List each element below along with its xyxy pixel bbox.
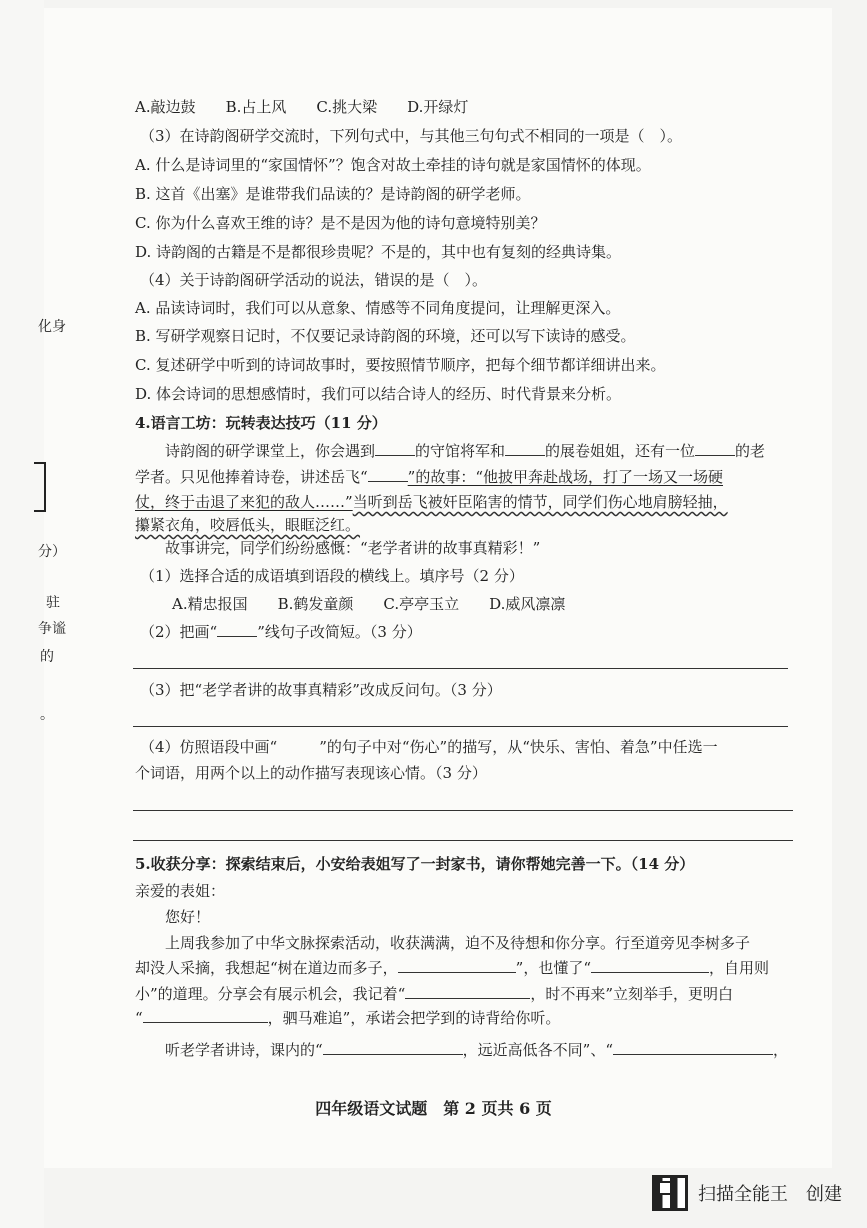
left-margin-strip [0,0,44,1228]
q3-option-d: D. 诗韵阁的古籍是不是都很珍贵呢？不是的，其中也有复刻的经典诗集。 [135,243,622,261]
q3-option-c: C. 你为什么喜欢王维的诗？是不是因为他的诗句意境特别美？ [135,214,546,232]
idiom-d: D.威风凛凛 [489,595,566,613]
idiom-c: C.亭亭玉立 [383,595,460,613]
q4-option-a: A. 品读诗词时，我们可以从意象、情感等不同角度提问，让理解更深入。 [135,299,621,317]
q4-option-b: B. 写研学观察日记时，不仅要记录诗韵阁的环境，还可以写下读诗的感受。 [135,327,636,345]
option-d: D.开绿灯 [407,98,469,116]
s4-q4: （4）仿照语段中画“ ”的句子中对“伤心”的描写，从“快乐、害怕、着急”中任选一 [140,738,718,756]
s4-q1: （1）选择合适的成语填到语段的横线上。填序号（2 分） [140,567,524,585]
page-footer: 四年级语文试题 第 2 页共 6 页 [315,1099,552,1118]
margin-fragment: 驻 [46,595,60,611]
margin-fragment: 化身 [38,319,66,335]
fill-blank[interactable] [505,441,545,456]
margin-fragment: 分） [38,544,66,560]
passage-line-4: 攥紧衣角，咬唇低头，眼眶泛红。 [135,516,361,534]
margin-bracket [34,462,46,512]
letter-line-5: 听老学者讲诗，课内的“ ，远近高低各不同”、“ ， [165,1041,789,1059]
margin-fragment: 。 [40,707,54,723]
fill-blank[interactable] [323,1040,463,1055]
option-c: C.挑大梁 [316,98,378,116]
qr-code-icon [652,1175,688,1211]
answer-line[interactable] [133,840,793,841]
margin-fragment: 争谧 [38,621,66,637]
s4-q3: （3）把“老学者讲的故事真精彩”改成反问句。（3 分） [140,681,502,699]
letter-line-2: 却没人采摘，我想起“树在道边而多子， ”，也懂了“ ，自用则 [135,959,770,977]
s4-q4-line2: 个词语，用两个以上的动作描写表现该心情。（3 分） [135,764,487,782]
answer-line[interactable] [133,810,793,811]
wavy-sample [277,737,319,757]
fill-blank[interactable] [375,441,415,456]
q4-option-c: C. 复述研学中听到的诗词故事时，要按照情节顺序，把每个细节都详细讲出来。 [135,356,666,374]
fill-blank[interactable] [591,958,709,973]
answer-line[interactable] [133,668,788,669]
letter-hello: 您好！ [165,908,211,926]
q4-stem: （4）关于诗韵阁研学活动的说法，错误的是（ ）。 [140,271,488,289]
idiom-a: A.精忠报国 [172,595,248,613]
q2-options [135,97,498,117]
section-5-title: 5.收获分享：探索结束后，小安给表姐写了一封家书，请你帮她完善一下。（14 分） [135,855,695,873]
passage-line-2: 学者。只见他捧着诗卷，讲述岳飞“ ”的故事：“他披甲奔赴战场，打了一场又一场硬 [135,468,724,486]
fill-blank[interactable] [405,984,530,999]
q3-option-b: B. 这首《出塞》是谁带我们品读的？是诗韵阁的研学老师。 [135,185,531,203]
scanner-watermark: 扫描全能王 创建 [698,1184,842,1205]
fill-blank[interactable] [613,1040,773,1055]
section-4-title: 4.语言工坊：玩转表达技巧（11 分） [135,414,387,432]
underline-sample [217,622,257,637]
q3-stem: （3）在诗韵阁研学交流时，下列句式中，与其他三句句式不相同的一项是（ ）。 [140,127,683,145]
fill-blank[interactable] [398,958,516,973]
fill-blank[interactable] [695,441,735,456]
option-a: A.敲边鼓 [135,98,196,116]
fill-blank[interactable] [368,467,408,482]
s4-q2: （2）把画“ ”线句子改简短。（3 分） [140,623,422,641]
letter-line-1: 上周我参加了中华文脉探索活动，收获满满，迫不及待想和你分享。行至道旁见李树多子 [165,934,751,952]
letter-greeting: 亲爱的表姐： [135,882,226,900]
q3-option-a: A. 什么是诗词里的“家国情怀”？饱含对故土牵挂的诗句就是家国情怀的体现。 [135,156,651,174]
answer-line[interactable] [133,726,788,727]
letter-line-3: 小”的道理。分享会有展示机会，我记着“ ，时不再来”立刻举手，更明白 [135,985,734,1003]
passage-line-1: 诗韵阁的研学课堂上，你会遇到 的守馆将军和 的展卷姐姐，还有一位 的老 [165,442,766,460]
letter-line-4: “ ，驷马难追”，承诺会把学到的诗背给你听。 [135,1009,561,1027]
passage-line-5: 故事讲完，同学们纷纷感慨：“老学者讲的故事真精彩！” [165,539,541,557]
option-b: B.占上风 [225,98,287,116]
fill-blank[interactable] [143,1008,268,1023]
idiom-b: B.鹤发童颜 [277,595,354,613]
s4-q1-options [172,594,595,614]
q4-option-d: D. 体会诗词的思想感情时，我们可以结合诗人的经历、时代背景来分析。 [135,385,622,403]
margin-fragment: 的 [40,649,54,665]
passage-line-3: 仗，终于击退了来犯的敌人……”当听到岳飞被奸臣陷害的情节，同学们伤心地肩膀轻抽， [135,493,728,511]
